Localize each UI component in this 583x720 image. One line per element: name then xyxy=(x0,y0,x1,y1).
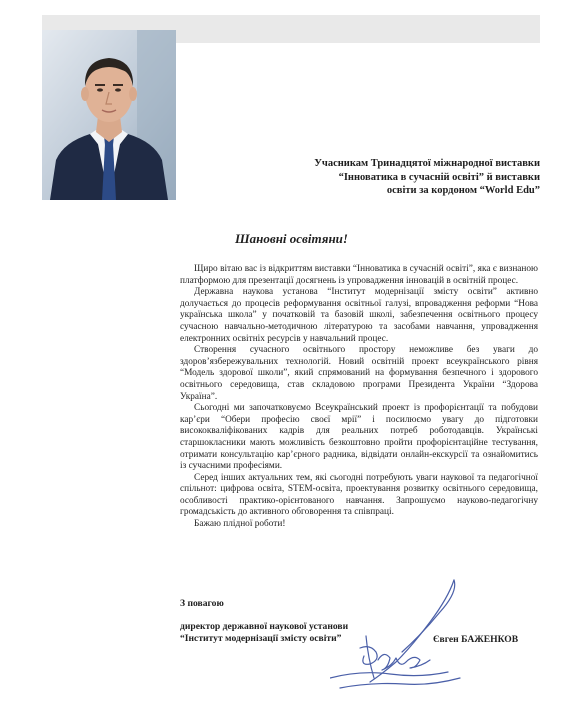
paragraph: Сьогодні ми започатковуємо Всеукраїнський проект із профорієнтації та побудови кар’єри “Обери професію своєї мрії” і посилюємо увагу до підготовки висококваліфікованих кадрів для реальних потреб роботодавців. Українські старшокласники мають можливість безкоштовно пройти профорієнтаційне тестування, отримати консультацію кар’єрного радника, відвідати онлайн-екскурсії та ознайомитись із сучасними професіями. xyxy=(180,403,538,472)
paragraph: Створення сучасного освітнього простору неможливе без уваги до здоров’язбережувальних технологій. Новий освітній проект всеукраїнського рівня “Модель здорової школи”, який спрямований на формування безпечного і здорового освітнього середовища, став складовою програми Президента України “Здорова Україна”. xyxy=(180,345,538,402)
signatory-title-line-2: “Інститут модернізації змісту освіти” xyxy=(180,633,342,644)
signatory-title-line-1: директор державної наукової установи xyxy=(180,621,349,632)
paragraph: Щиро вітаю вас із відкриттям виставки “Інноватика в сучасній освіті”, яка є визнаною платформою для презентації досягнень із упровадження інновацій в освітній процес. xyxy=(180,264,538,286)
paragraph: Державна наукова установа “Інститут модернізації змісту освіти” активно долучається до процесів реформування освітньої галузі, впровадження реформи “Нова українська школа” у початковій та базовій школі, забезпечення освітнього процесу сучасною навчально-методичною літературою та засобами навчання, упровадження електронних освітніх ресурсів у навчальний процес. xyxy=(180,287,538,344)
closing-phrase: З повагою xyxy=(180,598,224,609)
addressee-line-3: освіти за кордоном “World Edu” xyxy=(386,185,540,196)
addressee-line-1: Учасникам Тринадцятої міжнародної виставки xyxy=(314,158,540,169)
paragraph: Серед інших актуальних тем, які сьогодні потребують уваги наукової та педагогічної спільнот: цифрова освіта, STEM-освіта, проектування розвитку освітнього середовища, особливості практико-орієнтованого навчання. Запрошуємо науково-педагогічну громадськість до активного обговорення та співпраці. xyxy=(180,472,538,518)
addressee-block xyxy=(280,157,540,198)
handwritten-signature xyxy=(330,578,470,696)
addressee-line-2: “Інноватика в сучасній освіті” й виставки xyxy=(338,171,540,183)
portrait-photo xyxy=(42,30,176,200)
signatory-name: Євген БАЖЕНКОВ xyxy=(433,634,519,645)
greeting-heading: Шановні освітяни! xyxy=(235,231,348,246)
letter-body xyxy=(180,264,538,531)
paragraph: Бажаю плідної роботи! xyxy=(194,519,286,530)
